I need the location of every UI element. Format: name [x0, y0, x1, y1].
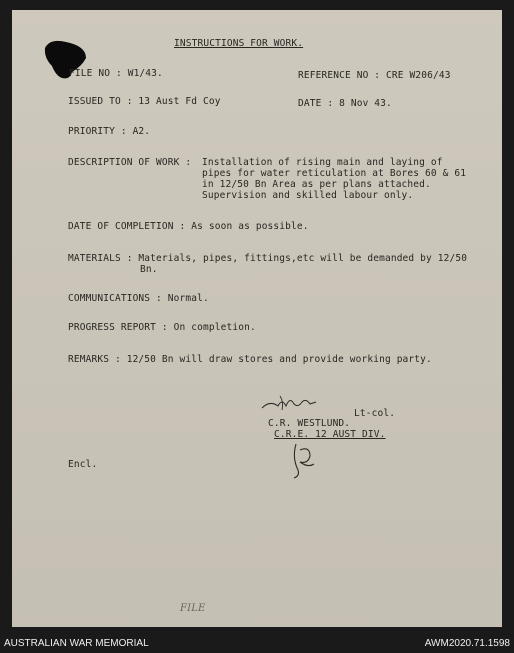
handwritten-file-note: FILE — [180, 603, 206, 614]
description-line: Installation of rising main and laying of — [202, 157, 443, 168]
remarks: REMARKS : 12/50 Bn will draw stores and provide working party. — [68, 354, 432, 365]
issued-to: ISSUED TO : 13 Aust Fd Coy — [68, 96, 221, 107]
signatory-rank: Lt-col. — [354, 408, 396, 419]
document-page — [12, 10, 502, 627]
enclosure: Encl. — [68, 459, 98, 470]
progress-report: PROGRESS REPORT : On completion. — [68, 322, 256, 333]
description-line: pipes for water reticulation at Bores 60 & 61 — [202, 168, 467, 179]
reference-number: REFERENCE NO : CRE W206/43 — [298, 70, 451, 81]
description-line: in 12/50 Bn Area as per plans attached. — [202, 179, 431, 190]
signatory-title: C.R.E. 12 AUST DIV. — [274, 429, 386, 440]
communications: COMMUNICATIONS : Normal. — [68, 293, 209, 304]
file-number: FILE NO : W1/43. — [69, 68, 163, 79]
issue-date: DATE : 8 Nov 43. — [298, 98, 392, 109]
document-title: INSTRUCTIONS FOR WORK. — [174, 38, 304, 49]
description-label: DESCRIPTION OF WORK : — [68, 157, 192, 168]
priority: PRIORITY : A2. — [68, 126, 151, 137]
date-of-completion: DATE OF COMPLETION : As soon as possible. — [68, 221, 309, 232]
handwritten-signature — [260, 392, 320, 414]
materials-line: MATERIALS : Materials, pipes, fittings,etc will be demanded by 12/50 — [68, 253, 468, 264]
handwritten-initials — [286, 440, 318, 480]
materials-line: Bn. — [140, 264, 158, 275]
footer-institution: AUSTRALIAN WAR MEMORIAL — [4, 638, 149, 649]
signatory-name: C.R. WESTLUND. — [268, 418, 351, 429]
footer-accession: AWM2020.71.1598 — [424, 638, 510, 649]
description-line: Supervision and skilled labour only. — [202, 190, 414, 201]
